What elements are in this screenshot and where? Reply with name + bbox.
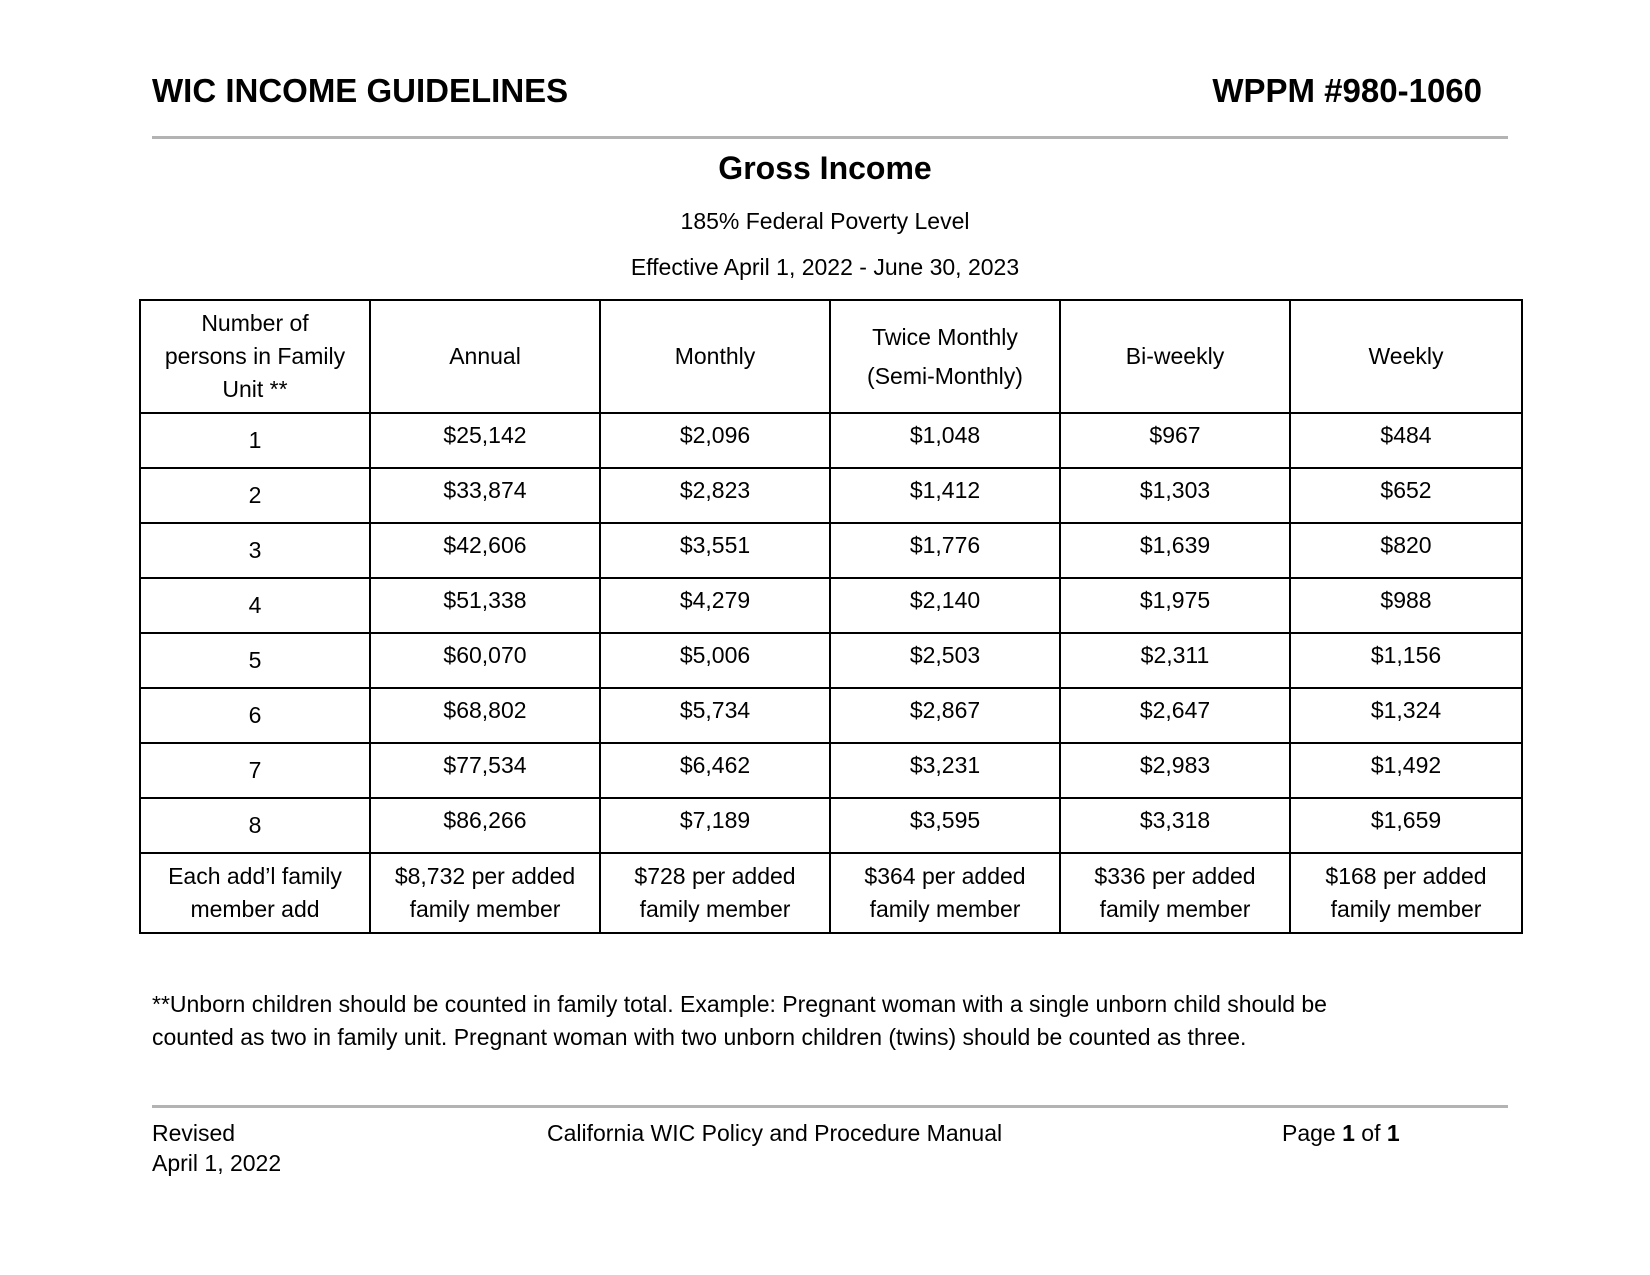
monthly-cell [600, 468, 830, 523]
table-row [140, 578, 1522, 633]
additional-weekly-suffix: family member [1330, 896, 1482, 922]
additional-weekly-amount: $168 per added [1325, 863, 1487, 889]
twice-monthly-cell [830, 523, 1060, 578]
column-header-biweekly: Bi-weekly [1060, 300, 1290, 413]
family-size-header-line: Number of [201, 310, 309, 336]
column-header-weekly: Weekly [1290, 300, 1522, 413]
weekly-cell [1290, 688, 1522, 743]
table-row [140, 413, 1522, 468]
page-current: 1 [1342, 1120, 1355, 1146]
weekly-amount: $484 [1380, 422, 1432, 448]
annual-amount: $25,142 [443, 422, 527, 448]
table-row [140, 688, 1522, 743]
weekly-amount: $988 [1380, 587, 1432, 613]
twice-monthly-cell [830, 798, 1060, 853]
page-number [1282, 1118, 1400, 1148]
additional-twice-monthly-cell [830, 853, 1060, 933]
table-row [140, 798, 1522, 853]
revised-label: Revised [152, 1120, 236, 1146]
page-header [152, 72, 1482, 116]
table-row [140, 468, 1522, 523]
column-header-family-size [140, 300, 370, 413]
twice-monthly-cell [830, 688, 1060, 743]
twice-monthly-amount: $1,412 [909, 477, 981, 503]
weekly-amount: $1,156 [1370, 642, 1442, 668]
twice-monthly-amount: $2,867 [909, 697, 981, 723]
biweekly-amount: $967 [1149, 422, 1201, 448]
family-size-cell: 5 [140, 633, 370, 688]
weekly-amount: $1,492 [1370, 752, 1442, 778]
table-header-row [140, 300, 1522, 413]
biweekly-cell [1060, 798, 1290, 853]
footer-divider [152, 1105, 1508, 1108]
additional-label-line: member add [190, 896, 320, 922]
footnote-line: counted as two in family unit. Pregnant woman with two unborn children (twins) should be counted as three. [152, 1024, 1247, 1050]
twice-monthly-amount: $1,776 [909, 532, 981, 558]
column-header-twice-monthly [830, 300, 1060, 413]
monthly-cell [600, 633, 830, 688]
monthly-cell [600, 743, 830, 798]
column-header-monthly: Monthly [600, 300, 830, 413]
additional-annual-cell [370, 853, 600, 933]
monthly-amount: $7,189 [679, 807, 751, 833]
poverty-level-subtitle: 185% Federal Poverty Level [680, 208, 970, 234]
twice-monthly-cell [830, 633, 1060, 688]
biweekly-amount: $2,983 [1139, 752, 1211, 778]
monthly-cell [600, 413, 830, 468]
effective-dates: Effective April 1, 2022 - June 30, 2023 [630, 254, 1020, 280]
monthly-amount: $2,096 [679, 422, 751, 448]
weekly-cell [1290, 468, 1522, 523]
monthly-amount: $5,006 [679, 642, 751, 668]
page-of: of [1361, 1120, 1381, 1146]
weekly-cell [1290, 578, 1522, 633]
annual-amount: $68,802 [443, 697, 527, 723]
monthly-cell [600, 688, 830, 743]
unborn-children-footnote [152, 988, 1512, 1054]
biweekly-cell [1060, 633, 1290, 688]
additional-member-label [140, 853, 370, 933]
biweekly-amount: $3,318 [1139, 807, 1211, 833]
annual-cell [370, 633, 600, 688]
additional-twice-monthly-suffix: family member [869, 896, 1021, 922]
monthly-amount: $3,551 [679, 532, 751, 558]
annual-cell [370, 743, 600, 798]
annual-amount: $42,606 [443, 532, 527, 558]
weekly-cell [1290, 633, 1522, 688]
manual-name: California WIC Policy and Procedure Manual [547, 1120, 1003, 1146]
biweekly-cell [1060, 413, 1290, 468]
annual-amount: $86,266 [443, 807, 527, 833]
family-size-cell: 7 [140, 743, 370, 798]
weekly-amount: $1,324 [1370, 697, 1442, 723]
family-size-cell: 8 [140, 798, 370, 853]
additional-weekly-cell [1290, 853, 1522, 933]
weekly-amount: $1,659 [1370, 807, 1442, 833]
monthly-cell [600, 798, 830, 853]
twice-monthly-cell [830, 413, 1060, 468]
biweekly-cell [1060, 523, 1290, 578]
monthly-cell [600, 578, 830, 633]
family-size-cell: 1 [140, 413, 370, 468]
additional-monthly-suffix: family member [639, 896, 791, 922]
income-guidelines-table [139, 299, 1523, 934]
section-title: Gross Income [718, 150, 932, 186]
twice-monthly-cell [830, 578, 1060, 633]
family-size-cell: 6 [140, 688, 370, 743]
twice-monthly-amount: $2,503 [909, 642, 981, 668]
family-size-cell: 2 [140, 468, 370, 523]
footnote-line: **Unborn children should be counted in family total. Example: Pregnant woman with a single unborn child should be [152, 991, 1327, 1017]
weekly-cell [1290, 798, 1522, 853]
annual-amount: $60,070 [443, 642, 527, 668]
twice-monthly-cell [830, 743, 1060, 798]
biweekly-amount: $1,639 [1139, 532, 1211, 558]
annual-cell [370, 523, 600, 578]
page-word: Page [1282, 1120, 1336, 1146]
table-row [140, 633, 1522, 688]
monthly-amount: $4,279 [679, 587, 751, 613]
twice-monthly-header-line: Twice Monthly [872, 323, 1018, 350]
annual-cell [370, 413, 600, 468]
annual-cell [370, 798, 600, 853]
additional-monthly-amount: $728 per added [634, 863, 796, 889]
revision-info [152, 1118, 281, 1178]
family-size-cell: 3 [140, 523, 370, 578]
biweekly-amount: $1,975 [1139, 587, 1211, 613]
annual-cell [370, 578, 600, 633]
biweekly-amount: $1,303 [1139, 477, 1211, 503]
family-size-header-line: Unit ** [222, 376, 288, 402]
weekly-amount: $820 [1380, 532, 1432, 558]
family-size-header-line: persons in Family [164, 343, 346, 369]
biweekly-cell [1060, 468, 1290, 523]
monthly-amount: $2,823 [679, 477, 751, 503]
monthly-amount: $6,462 [679, 752, 751, 778]
family-size-cell: 4 [140, 578, 370, 633]
twice-monthly-amount: $2,140 [909, 587, 981, 613]
weekly-amount: $652 [1380, 477, 1432, 503]
additional-label-line: Each add’l family [168, 863, 342, 889]
twice-monthly-amount: $3,595 [909, 807, 981, 833]
header-divider [152, 136, 1508, 139]
biweekly-cell [1060, 688, 1290, 743]
policy-number: WPPM #980-1060 [1212, 72, 1482, 109]
monthly-amount: $5,734 [679, 697, 751, 723]
additional-twice-monthly-amount: $364 per added [864, 863, 1026, 889]
twice-monthly-amount: $1,048 [909, 422, 981, 448]
additional-biweekly-amount: $336 per added [1094, 863, 1256, 889]
annual-amount: $33,874 [443, 477, 527, 503]
twice-monthly-cell [830, 468, 1060, 523]
weekly-cell [1290, 413, 1522, 468]
annual-cell [370, 688, 600, 743]
additional-biweekly-suffix: family member [1099, 896, 1251, 922]
annual-cell [370, 468, 600, 523]
page-total: 1 [1386, 1120, 1400, 1146]
column-header-annual: Annual [370, 300, 600, 413]
biweekly-amount: $2,311 [1140, 642, 1210, 668]
additional-monthly-cell [600, 853, 830, 933]
monthly-cell [600, 523, 830, 578]
twice-monthly-amount: $3,231 [909, 752, 981, 778]
table-row [140, 743, 1522, 798]
additional-member-row [140, 853, 1522, 933]
annual-amount: $77,534 [443, 752, 527, 778]
additional-annual-amount: $8,732 per added [394, 863, 576, 889]
biweekly-cell [1060, 743, 1290, 798]
document-title: WIC INCOME GUIDELINES [152, 72, 569, 109]
weekly-cell [1290, 523, 1522, 578]
annual-amount: $51,338 [443, 587, 527, 613]
biweekly-cell [1060, 578, 1290, 633]
additional-biweekly-cell [1060, 853, 1290, 933]
weekly-cell [1290, 743, 1522, 798]
twice-monthly-header-line: (Semi-Monthly) [867, 362, 1023, 389]
table-row [140, 523, 1522, 578]
additional-annual-suffix: family member [409, 896, 561, 922]
biweekly-amount: $2,647 [1139, 697, 1211, 723]
revised-date: April 1, 2022 [152, 1150, 282, 1176]
